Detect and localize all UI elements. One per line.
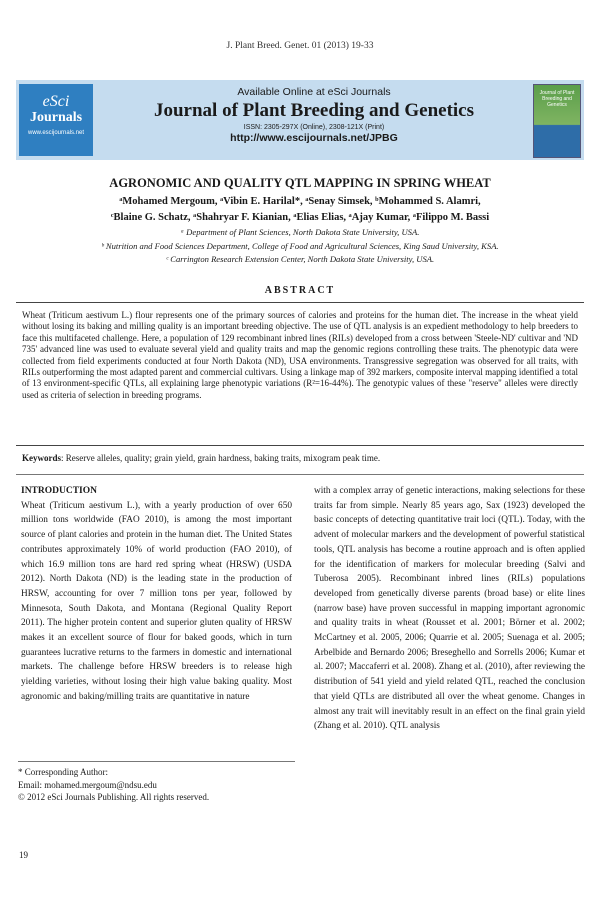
logo-line2: Journals bbox=[29, 110, 83, 125]
right-column bbox=[314, 484, 585, 734]
journal-cover-image bbox=[533, 84, 581, 158]
copyright-text: © 2012 eSci Journals Publishing. All rights reserved. bbox=[18, 792, 210, 802]
logo-line1: eSci bbox=[42, 93, 70, 110]
article-title: AGRONOMIC AND QUALITY QTL MAPPING IN SPRING WHEAT bbox=[109, 176, 491, 190]
keywords bbox=[22, 453, 582, 463]
journal-url[interactable]: http://www.escijournals.net/JPBG bbox=[230, 132, 398, 144]
availability-text: Available Online at eSci Journals bbox=[237, 86, 391, 98]
abstract-heading: ABSTRACT bbox=[264, 285, 336, 296]
affiliation-a: ᵃ Department of Plant Sciences, North Dakota State University, USA. bbox=[180, 227, 420, 237]
journal-citation: J. Plant Breed. Genet. 01 (2013) 19-33 bbox=[226, 41, 374, 51]
keywords-label: Keywords bbox=[22, 453, 61, 463]
corresponding-author-footnote bbox=[18, 761, 295, 804]
cover-text: Journal of Plant Breeding and Genetics bbox=[539, 90, 575, 108]
authors-line-1: ᵃMohamed Mergoum, ᵃVibin E. Harilal*, ᵃSenay Simsek, ᵇMohammed S. Alamri, bbox=[119, 196, 481, 207]
journal-banner bbox=[16, 80, 584, 160]
left-column bbox=[21, 484, 292, 705]
intro-paragraph-left: Wheat (Triticum aestivum L.), with a yearly production of over 650 million tons worldwide (FAO 2010), is among the most important source of plant calories and protein in the human diet. The United States contributes approximately 10% of world production (FAO 2010), of which 16.9 million tons are hard red spring wheat (HRSW) (USDA 2012). North Dakota (ND) is the leading state in the production of HRSW, accounting for over 7 million tons per year, followed by Minnesota, South Dakota, and Montana (Regional Quality Report 2011). The higher protein content and superior gluten quality of HRSW makes it an excellent source of flour for baked goods, which in turn guarantees lucrative returns to the farmers in domestic and international markets. The challenge before HRSW breeders is to release high yielding varieties, without losing their high value baking quality. Most agronomic and baking/milling traits are quantitative in nature bbox=[21, 500, 292, 702]
abstract-text: Wheat (Triticum aestivum L.) flour represents one of the primary sources of calories and proteins for the human diet. The increase in the wheat yield without losing its baking and milling quality is an important breeding objective. The use of QTL analysis is an expedient methodology to help breeders to face this multifaceted challenge. Here, a population of 129 recombinant inbred lines (RILs) developed from a cross between 'Steele-ND' cultivar and 'ND 735' advanced line was used to evaluate several yield and quality traits and map the genomic regions controlling these traits. The phenotypic data were collected from field experiments conducted at four North Dakota (ND), USA environments. Transgressive segregation was observed for all traits, with RILs outperforming the most adapted parent and commercial cultivars. Using a linkage map of 392 markers, composite interval mapping identified a total of 13 environment-specific QTLs, all explaining large phenotypic variations (R²=16-44%). The genotypic values of these "reserve" alleles were directly used as criteria of selection in breeding programs. bbox=[22, 310, 578, 400]
abstract-box bbox=[16, 302, 584, 446]
author-email[interactable]: Email: mohamed.mergoum@ndsu.edu bbox=[18, 779, 157, 790]
issn-text: ISSN: 2305-297X (Online), 2308-121X (Print) bbox=[243, 124, 385, 131]
authors-line-2: ᶜBlaine G. Schatz, ᵃShahryar F. Kianian, ᵃElias Elias, ᵃAjay Kumar, ᵃFilippo M. Bassi bbox=[110, 212, 490, 223]
affiliation-b: ᵇ Nutrition and Food Sciences Department, College of Food and Agricultural Sciences, King Saud University, KSA. bbox=[101, 241, 499, 251]
intro-paragraph-right: with a complex array of genetic interactions, making selections for these traits far from simple. Nearly 85 years ago, Sax (1923) developed the basic concepts of detecting quantitative trait loci (QTL). Today, with the advent of molecular markers and the development of powerful statistical tools, QTL analysis has become a routine approach and is often applied for the identification of markers for molecular breeding (Salvi and Tuberosa 2005). Recombinant inbred lines (RILs) populations developed from genetically diverse parents (broad base) or elite lines (narrow base) have proven successful in mapping important agronomic and quality traits in wheat (Rousset et al. 2001; Börner et al. 2002; McCartney et al. 2005, 2006; Quarrie et al. 2005; Suenaga et al. 2005; Arbelbide and Bernardo 2006; Breseghello and Sorrells 2006; Kumar et al. 2007; Maccaferri et al. 2008). Zhang et al. (2010), after reviewing the distribution of 541 yield and yield related QTL, reached the conclusion that yield QTLs are distributed all over the wheat genome. Changes in almost any trait will inevitably result in an effect on the final grain yield (Zhang et al. 2010). QTL analysis bbox=[314, 486, 585, 732]
logo-url: www.escijournals.net bbox=[27, 130, 85, 136]
journal-title: Journal of Plant Breeding and Genetics bbox=[153, 100, 475, 121]
affiliation-c: ᶜ Carrington Research Extension Center, North Dakota State University, USA. bbox=[165, 254, 435, 264]
corresponding-label: * Corresponding Author: bbox=[18, 767, 108, 777]
introduction-heading: INTRODUCTION bbox=[21, 486, 98, 496]
section-divider bbox=[16, 474, 584, 475]
escijournals-logo bbox=[19, 84, 93, 156]
page-number: 19 bbox=[19, 850, 28, 860]
keywords-list: : Reserve alleles, quality; grain yield, grain hardness, baking traits, mixogram peak time. bbox=[61, 453, 381, 463]
